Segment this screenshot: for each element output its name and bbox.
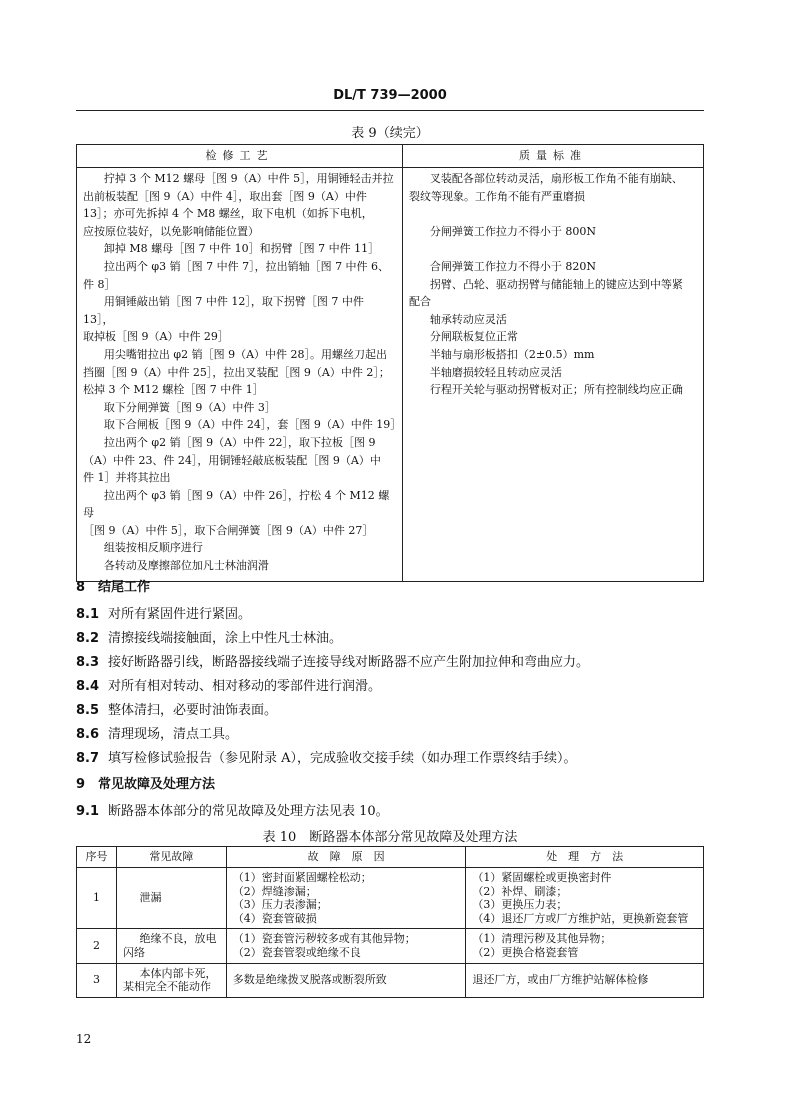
process-line: 拉出两个 φ3 销［图 7 中件 7］，拉出销轴［图 7 中件 6、 (103, 259, 390, 273)
row-number: 1 (77, 868, 117, 929)
table9-header-quality: 质量标准 (403, 145, 704, 168)
clause-8-1 (76, 603, 716, 622)
table10-body (77, 868, 704, 998)
cause-item: （4）瓷套管破损 (232, 911, 317, 925)
table-row (77, 929, 704, 963)
method-item: （2）更换合格瓷套管 (472, 945, 579, 959)
process-line: （A）中件 23、件 24］，用铜锤轻敲底板装配［图 9（A）中 (83, 453, 381, 467)
fault-name: 绝缘不良，放电闪络 (116, 929, 226, 963)
process-line: ［图 9（A）中件 5］，取下合闸弹簧［图 9（A）中件 27］ (83, 523, 374, 537)
table-row (77, 868, 704, 929)
cause-item: （2）瓷套管裂或绝缘不良 (232, 945, 361, 959)
page-number: 12 (76, 1032, 92, 1046)
row-number: 3 (77, 963, 117, 997)
clause-8-7 (76, 747, 716, 766)
clause-number: 8.7 (76, 751, 100, 766)
table10-header-num: 序号 (77, 847, 117, 868)
clause-text: 断路器本体部分的常见故障及处理方法见表 10。 (108, 804, 389, 819)
quality-line: 半轴与扇形板搭扣（2±0.5）mm (429, 347, 595, 361)
process-line: 13］；亦可先拆掉 4 个 M8 螺丝，取下电机（如拆下电机， (83, 207, 373, 221)
table-row (77, 963, 704, 997)
table9-process-cell (77, 168, 403, 582)
cause-item: （1）密封面紧固螺栓松动； (232, 871, 372, 884)
process-line: 拉出两个 φ3 销［图 9（A）中件 26］，拧松 4 个 M12 螺母 (83, 488, 390, 520)
method-item: （1）清理污秽及其他异物； (472, 932, 612, 946)
process-line: 拉出两个 φ2 销［图 9（A）中件 22］，取下拉板［图 9 (103, 435, 376, 449)
clause-number: 8.6 (76, 727, 100, 742)
header-rule (76, 110, 704, 111)
quality-line (409, 240, 697, 258)
process-line: 松掉 3 个 M12 螺栓［图 7 中件 1］ (83, 383, 264, 397)
process-line: 卸掉 M8 螺母［图 7 中件 10］和拐臂［图 7 中件 11］ (103, 242, 380, 256)
table9 (76, 144, 704, 582)
section9-title: 9 常见故障及处理方法 (76, 777, 216, 792)
clause-number: 8.1 (76, 607, 100, 622)
fault-causes (226, 868, 466, 929)
document-id-header: DL/T 739—2000 (333, 88, 447, 103)
clause-text: 整体清扫，必要时油饰表面。 (108, 703, 278, 718)
quality-line: 拐臂、凸轮、驱动拐臂与储能轴上的键应达到中等紧 (429, 277, 683, 291)
clause-8-4 (76, 675, 716, 694)
method-item: （4）退还厂方或厂方维护站，更换新瓷套管 (472, 911, 689, 925)
process-line: 件 1］并将其拉出 (83, 471, 171, 485)
fault-methods (466, 963, 704, 997)
clause-number: 9.1 (76, 804, 100, 819)
table9-quality-cell (403, 168, 704, 582)
section8-title: 8 结尾工作 (76, 580, 151, 595)
clause-9-1 (76, 800, 716, 819)
table9-header-process: 检修工艺 (77, 145, 403, 168)
row-number: 2 (77, 929, 117, 963)
quality-line: 轴承转动应灵活 (429, 312, 507, 326)
quality-line: 行程开关轮与驱动拐臂板对正；所有控制线均应正确 (429, 383, 683, 397)
process-line: 用铜锤敲出销［图 7 中件 12］，取下拐臂［图 7 中件 13］， (83, 295, 364, 326)
table9-caption: 表 9（续完） (351, 126, 429, 141)
process-line: 挡圈［图 9（A）中件 25］，拉出叉装配［图 9（A）中件 2］； (83, 365, 390, 379)
process-line: 各转动及摩擦部位加凡士林油润滑 (103, 559, 269, 573)
clause-number: 8.5 (76, 703, 100, 718)
method-item: 退还厂方，或由厂方维护站解体检修 (472, 973, 649, 987)
quality-line: 分闸弹簧工作拉力不得小于 800N (429, 224, 597, 238)
cause-item: （2）焊缝渗漏； (232, 884, 317, 898)
clause-text: 清理现场，清点工具。 (108, 727, 239, 742)
table10 (76, 846, 704, 998)
clause-number: 8.4 (76, 679, 100, 694)
process-line: 取下分闸弹簧［图 9（A）中件 3］ (103, 400, 276, 414)
cause-item: （1）瓷套管污秽较多或有其他异物； (232, 932, 416, 946)
cause-item: 多数是绝缘拨叉脱落或断裂所致 (232, 973, 387, 987)
quality-line: 裂纹等现象。工作角不能有严重磨损 (409, 189, 585, 203)
fault-name: 本体内部卡死，某相完全不能动作 (116, 963, 226, 997)
quality-line: 半轴磨损较轻且转动应灵活 (429, 365, 562, 379)
clause-text: 填写检修试验报告（参见附录 A），完成验收交接手续（如办理工作票终结手续）。 (108, 751, 577, 766)
process-line: 取掉板［图 9（A）中件 29］ (83, 330, 229, 344)
clause-text: 清擦接线端接触面，涂上中性凡士林油。 (108, 631, 343, 646)
method-item: （1）紧固螺栓或更换密封件 (472, 871, 612, 884)
table10-header-method: 处 理 方 法 (466, 847, 704, 868)
fault-causes (226, 963, 466, 997)
quality-line: 叉装配各部位转动灵活，扇形板工作角不能有崩缺、 (429, 172, 683, 185)
clause-8-3 (76, 651, 716, 670)
method-item: （2）补焊、刷漆； (472, 884, 568, 898)
quality-line: 合闸弹簧工作拉力不得小于 820N (429, 259, 597, 273)
process-line: 组装按相反顺序进行 (103, 541, 203, 555)
clause-8-6 (76, 723, 716, 742)
clause-text: 对所有紧固件进行紧固。 (108, 607, 252, 622)
process-line: 取下合闸板［图 9（A）中件 24］，套［图 9（A）中件 19］ (103, 418, 402, 432)
process-line: 出前板装配［图 9（A）中件 4］，取出套［图 9（A）中件 (83, 189, 367, 203)
fault-name: 泄漏 (116, 868, 226, 929)
clause-8-2 (76, 627, 716, 646)
table10-caption: 表 10 断路器本体部分常见故障及处理方法 (262, 830, 518, 845)
clause-text: 接好断路器引线，断路器接线端子连接导线对断路器不应产生附加拉伸和弯曲应力。 (108, 655, 590, 670)
clause-number: 8.2 (76, 631, 100, 646)
cause-item: （3）压力表渗漏； (232, 898, 328, 912)
table10-header-cause: 故 障 原 因 (226, 847, 466, 868)
process-line: 应按原位装好，以免影响储能位置） (83, 224, 259, 238)
clause-number: 8.3 (76, 655, 100, 670)
process-line: 用尖嘴钳拉出 φ2 销［图 9（A）中件 28］。用螺丝刀起出 (103, 347, 388, 361)
method-item: （3）更换压力表； (472, 898, 568, 912)
fault-causes (226, 929, 466, 963)
quality-line: 配合 (409, 295, 431, 309)
fault-methods (466, 868, 704, 929)
process-line: 件 8］ (83, 277, 116, 291)
table10-header-fault: 常见故障 (116, 847, 226, 868)
fault-methods (466, 929, 704, 963)
clause-8-5 (76, 699, 716, 718)
process-line: 拧掉 3 个 M12 螺母［图 9（A）中件 5］，用铜锤轻击并拉 (103, 172, 394, 185)
quality-line (409, 205, 697, 223)
quality-line: 分闸联板复位正常 (429, 330, 518, 344)
clause-text: 对所有相对转动、相对移动的零部件进行润滑。 (108, 679, 382, 694)
